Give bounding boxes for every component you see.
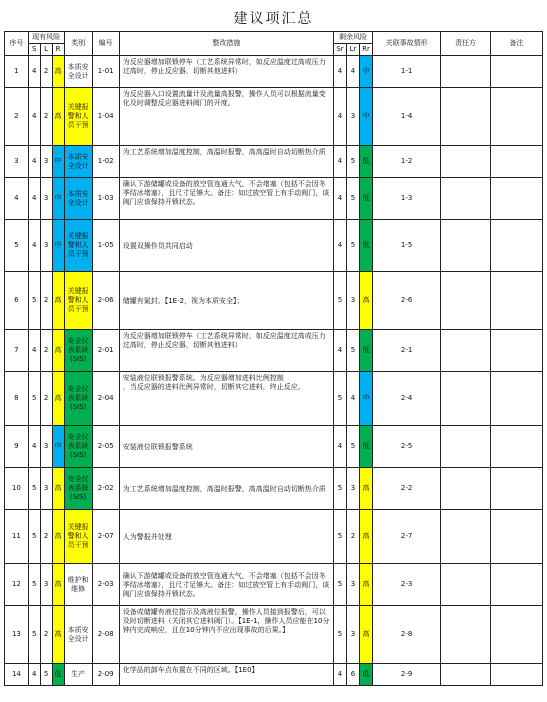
code-cell: 2-07 bbox=[92, 510, 119, 564]
lr-cell: 4 bbox=[346, 372, 359, 426]
related-cell: 2-9 bbox=[372, 664, 440, 686]
header-measure: 整改措施 bbox=[119, 32, 333, 56]
remark-cell bbox=[490, 56, 542, 88]
rr-cell: 低 bbox=[359, 220, 372, 272]
header-l: L bbox=[40, 44, 52, 56]
code-cell: 1-01 bbox=[92, 56, 119, 88]
measure-cell: 为工艺系统增加温度控制，高温时报警，高高温时自动切断热介质 bbox=[119, 146, 333, 178]
seq-cell: 13 bbox=[5, 606, 29, 664]
seq-cell: 14 bbox=[5, 664, 29, 686]
code-cell: 1-05 bbox=[92, 220, 119, 272]
category-cell: 安全仪表系统(SIS) bbox=[64, 330, 92, 372]
lr-cell: 3 bbox=[346, 564, 359, 606]
header-remark: 备注 bbox=[490, 32, 542, 56]
code-cell: 1-04 bbox=[92, 88, 119, 146]
code-cell: 2-04 bbox=[92, 372, 119, 426]
category-cell: 关键报警和人员干预 bbox=[64, 220, 92, 272]
lr-cell: 5 bbox=[346, 178, 359, 220]
rr-cell: 中 bbox=[359, 88, 372, 146]
page-title: 建议项汇总 bbox=[233, 11, 314, 27]
owner-cell bbox=[441, 426, 491, 468]
remark-cell bbox=[490, 88, 542, 146]
r-cell: 高 bbox=[52, 330, 64, 372]
category-cell: 安全仪表系统(SIS) bbox=[64, 426, 92, 468]
r-cell: 高 bbox=[52, 272, 64, 330]
table-row bbox=[5, 330, 543, 372]
measure-cell: 为反应器入口设置流量计及流量高报警，操作人员可以根据流量变化及时调整反应器进料阀门的开度。 bbox=[119, 88, 333, 146]
header-category: 类别 bbox=[64, 32, 92, 56]
measure-cell: 为工艺系统增加温度控制，高温时报警，高高温时自动切断热介质 bbox=[119, 468, 333, 510]
category-cell: 维护和维修 bbox=[64, 564, 92, 606]
table-row bbox=[5, 426, 543, 468]
seq-cell: 8 bbox=[5, 372, 29, 426]
sr-cell: 5 bbox=[334, 564, 347, 606]
remark-cell bbox=[490, 664, 542, 686]
lr-cell: 5 bbox=[346, 146, 359, 178]
remark-cell bbox=[490, 372, 542, 426]
related-cell: 2-1 bbox=[372, 330, 440, 372]
measure-cell: 确认下游储罐或设备的放空管连通大气，不会堵塞（包括不会因冬季结冰堵塞），且尺寸足够大。备注：如过放空管上有手动阀门，该阀门应该保持开锁状态。 bbox=[119, 178, 333, 220]
lr-cell: 3 bbox=[346, 468, 359, 510]
code-cell: 2-08 bbox=[92, 606, 119, 664]
l-cell: 2 bbox=[40, 330, 52, 372]
owner-cell bbox=[441, 468, 491, 510]
sr-cell: 4 bbox=[334, 426, 347, 468]
category-cell: 关键报警和人员干预 bbox=[64, 510, 92, 564]
owner-cell bbox=[441, 178, 491, 220]
measure-cell: 安装液位联锁报警系统 bbox=[119, 426, 333, 468]
l-cell: 5 bbox=[40, 664, 52, 686]
r-cell: 高 bbox=[52, 88, 64, 146]
measure-cell: 为反应器增加联锁停车（工艺系统异常时，如反应温度过高或压力过高时，停止反应器，切断其他进料） bbox=[119, 330, 333, 372]
owner-cell bbox=[441, 88, 491, 146]
s-cell: 4 bbox=[28, 330, 40, 372]
r-cell: 中 bbox=[52, 426, 64, 468]
measure-cell: 为反应器增加联锁停车（工艺系统异常时，如反应温度过高或压力过高时，停止反应器，切断其他进料） bbox=[119, 56, 333, 88]
rr-cell: 中 bbox=[359, 56, 372, 88]
measure-cell: 安装液位联锁报警系统。为反应器增加进料比例控制 ，当反应器的进料比例异常时，切断其它进料，终止反应。 bbox=[119, 372, 333, 426]
sr-cell: 4 bbox=[334, 220, 347, 272]
owner-cell bbox=[441, 146, 491, 178]
s-cell: 4 bbox=[28, 56, 40, 88]
s-cell: 5 bbox=[28, 606, 40, 664]
header-lr: Lr bbox=[346, 44, 359, 56]
rr-cell: 高 bbox=[359, 510, 372, 564]
s-cell: 5 bbox=[28, 372, 40, 426]
owner-cell bbox=[441, 664, 491, 686]
s-cell: 4 bbox=[28, 146, 40, 178]
seq-cell: 1 bbox=[5, 56, 29, 88]
category-cell: 生产 bbox=[64, 664, 92, 686]
category-cell: 安全仪表系统(SIS) bbox=[64, 372, 92, 426]
seq-cell: 5 bbox=[5, 220, 29, 272]
header-residual-risk: 剩余风险 bbox=[334, 32, 373, 44]
lr-cell: 5 bbox=[346, 220, 359, 272]
seq-cell: 7 bbox=[5, 330, 29, 372]
s-cell: 4 bbox=[28, 220, 40, 272]
sr-cell: 5 bbox=[334, 372, 347, 426]
table-row bbox=[5, 88, 543, 146]
summary-table bbox=[4, 31, 543, 686]
l-cell: 3 bbox=[40, 426, 52, 468]
l-cell: 2 bbox=[40, 56, 52, 88]
code-cell: 2-05 bbox=[92, 426, 119, 468]
s-cell: 5 bbox=[28, 468, 40, 510]
category-cell: 本质安全设计 bbox=[64, 56, 92, 88]
lr-cell: 3 bbox=[346, 88, 359, 146]
l-cell: 2 bbox=[40, 272, 52, 330]
sr-cell: 4 bbox=[334, 146, 347, 178]
header-related: 关联事故情形 bbox=[372, 32, 440, 56]
l-cell: 3 bbox=[40, 146, 52, 178]
table-row bbox=[5, 178, 543, 220]
l-cell: 3 bbox=[40, 468, 52, 510]
table-row bbox=[5, 606, 543, 664]
l-cell: 3 bbox=[40, 220, 52, 272]
category-cell: 本质安全设计 bbox=[64, 606, 92, 664]
remark-cell bbox=[490, 220, 542, 272]
r-cell: 高 bbox=[52, 372, 64, 426]
s-cell: 5 bbox=[28, 272, 40, 330]
sr-cell: 4 bbox=[334, 88, 347, 146]
owner-cell bbox=[441, 220, 491, 272]
related-cell: 1-3 bbox=[372, 178, 440, 220]
header-owner: 责任方 bbox=[441, 32, 491, 56]
related-cell: 1-4 bbox=[372, 88, 440, 146]
header-sr: Sr bbox=[334, 44, 347, 56]
sr-cell: 4 bbox=[334, 330, 347, 372]
owner-cell bbox=[441, 564, 491, 606]
category-cell: 关键报警和人员干预 bbox=[64, 272, 92, 330]
related-cell: 2-3 bbox=[372, 564, 440, 606]
code-cell: 2-02 bbox=[92, 468, 119, 510]
sr-cell: 5 bbox=[334, 468, 347, 510]
category-cell: 本质安全设计 bbox=[64, 178, 92, 220]
related-cell: 1-2 bbox=[372, 146, 440, 178]
seq-cell: 11 bbox=[5, 510, 29, 564]
rr-cell: 低 bbox=[359, 178, 372, 220]
r-cell: 高 bbox=[52, 564, 64, 606]
owner-cell bbox=[441, 606, 491, 664]
table-row bbox=[5, 272, 543, 330]
l-cell: 3 bbox=[40, 564, 52, 606]
remark-cell bbox=[490, 510, 542, 564]
lr-cell: 4 bbox=[346, 56, 359, 88]
table-row bbox=[5, 220, 543, 272]
sr-cell: 5 bbox=[334, 510, 347, 564]
rr-cell: 高 bbox=[359, 272, 372, 330]
remark-cell bbox=[490, 272, 542, 330]
sr-cell: 4 bbox=[334, 178, 347, 220]
rr-cell: 低 bbox=[359, 664, 372, 686]
s-cell: 4 bbox=[28, 426, 40, 468]
code-cell: 2-06 bbox=[92, 272, 119, 330]
r-cell: 中 bbox=[52, 220, 64, 272]
l-cell: 2 bbox=[40, 88, 52, 146]
seq-cell: 6 bbox=[5, 272, 29, 330]
lr-cell: 3 bbox=[346, 606, 359, 664]
r-cell: 高 bbox=[52, 56, 64, 88]
code-cell: 2-01 bbox=[92, 330, 119, 372]
related-cell: 2-7 bbox=[372, 510, 440, 564]
lr-cell: 6 bbox=[346, 664, 359, 686]
lr-cell: 3 bbox=[346, 272, 359, 330]
header-seq: 序号 bbox=[5, 32, 29, 56]
related-cell: 2-5 bbox=[372, 426, 440, 468]
s-cell: 4 bbox=[28, 178, 40, 220]
code-cell: 2-09 bbox=[92, 664, 119, 686]
measure-cell: 设置双操作员共同启动 bbox=[119, 220, 333, 272]
measure-cell: 人为警报并处理 bbox=[119, 510, 333, 564]
rr-cell: 中 bbox=[359, 372, 372, 426]
s-cell: 5 bbox=[28, 510, 40, 564]
s-cell: 4 bbox=[28, 664, 40, 686]
rr-cell: 高 bbox=[359, 564, 372, 606]
l-cell: 2 bbox=[40, 372, 52, 426]
remark-cell bbox=[490, 426, 542, 468]
related-cell: 2-4 bbox=[372, 372, 440, 426]
seq-cell: 12 bbox=[5, 564, 29, 606]
sr-cell: 4 bbox=[334, 56, 347, 88]
category-cell: 安全仪表系统(SIS) bbox=[64, 468, 92, 510]
remark-cell bbox=[490, 468, 542, 510]
owner-cell bbox=[441, 510, 491, 564]
owner-cell bbox=[441, 56, 491, 88]
l-cell: 2 bbox=[40, 510, 52, 564]
seq-cell: 4 bbox=[5, 178, 29, 220]
table-row bbox=[5, 372, 543, 426]
seq-cell: 10 bbox=[5, 468, 29, 510]
remark-cell bbox=[490, 606, 542, 664]
s-cell: 4 bbox=[28, 88, 40, 146]
rr-cell: 高 bbox=[359, 606, 372, 664]
category-cell: 本质安全设计 bbox=[64, 146, 92, 178]
rr-cell: 低 bbox=[359, 146, 372, 178]
remark-cell bbox=[490, 564, 542, 606]
r-cell: 高 bbox=[52, 606, 64, 664]
related-cell: 2-2 bbox=[372, 468, 440, 510]
l-cell: 3 bbox=[40, 178, 52, 220]
seq-cell: 2 bbox=[5, 88, 29, 146]
s-cell: 5 bbox=[28, 564, 40, 606]
rr-cell: 高 bbox=[359, 468, 372, 510]
remark-cell bbox=[490, 146, 542, 178]
header-rr: Rr bbox=[359, 44, 372, 56]
measure-cell: 储罐有氮封。【1E-2，视为本质安全】； bbox=[119, 272, 333, 330]
seq-cell: 3 bbox=[5, 146, 29, 178]
sr-cell: 5 bbox=[334, 606, 347, 664]
owner-cell bbox=[441, 372, 491, 426]
header-s: S bbox=[28, 44, 40, 56]
rr-cell: 低 bbox=[359, 426, 372, 468]
r-cell: 低 bbox=[52, 664, 64, 686]
related-cell: 2-6 bbox=[372, 272, 440, 330]
owner-cell bbox=[441, 330, 491, 372]
r-cell: 高 bbox=[52, 468, 64, 510]
measure-cell: 设备或储罐有液位指示及高液位报警，操作人员接到报警后，可以及时切断进料（关闭其它进料阀门）。【1E-1，操作人员应能在10分钟内完成响应，且在10分钟内不应出现事故的后果。】 bbox=[119, 606, 333, 664]
remark-cell bbox=[490, 178, 542, 220]
related-cell: 1-1 bbox=[372, 56, 440, 88]
header-r: R bbox=[52, 44, 64, 56]
category-cell: 关键报警和人员干预 bbox=[64, 88, 92, 146]
code-cell: 1-03 bbox=[92, 178, 119, 220]
related-cell: 1-5 bbox=[372, 220, 440, 272]
table-row bbox=[5, 564, 543, 606]
measure-cell: 确认下游储罐或设备的放空管连通大气，不会堵塞（包括不会因冬季结冰堵塞），且尺寸足够大。备注：如过放空管上有手动阀门，该阀门应该保持开锁状态。 bbox=[119, 564, 333, 606]
seq-cell: 9 bbox=[5, 426, 29, 468]
table-row bbox=[5, 56, 543, 88]
header-current-risk: 现有风险 bbox=[28, 32, 64, 44]
code-cell: 2-03 bbox=[92, 564, 119, 606]
sr-cell: 5 bbox=[334, 272, 347, 330]
r-cell: 中 bbox=[52, 146, 64, 178]
lr-cell: 5 bbox=[346, 426, 359, 468]
r-cell: 高 bbox=[52, 510, 64, 564]
lr-cell: 2 bbox=[346, 510, 359, 564]
measure-cell: 化学品的卸车点布置在不同的区域。【1E0】 bbox=[119, 664, 333, 686]
lr-cell: 5 bbox=[346, 330, 359, 372]
owner-cell bbox=[441, 272, 491, 330]
table-row bbox=[5, 664, 543, 686]
table-row bbox=[5, 146, 543, 178]
r-cell: 中 bbox=[52, 178, 64, 220]
sr-cell: 4 bbox=[334, 664, 347, 686]
table-row bbox=[5, 510, 543, 564]
related-cell: 2-8 bbox=[372, 606, 440, 664]
remark-cell bbox=[490, 330, 542, 372]
table-row bbox=[5, 468, 543, 510]
header-code: 编号 bbox=[92, 32, 119, 56]
code-cell: 1-02 bbox=[92, 146, 119, 178]
rr-cell: 低 bbox=[359, 330, 372, 372]
l-cell: 2 bbox=[40, 606, 52, 664]
